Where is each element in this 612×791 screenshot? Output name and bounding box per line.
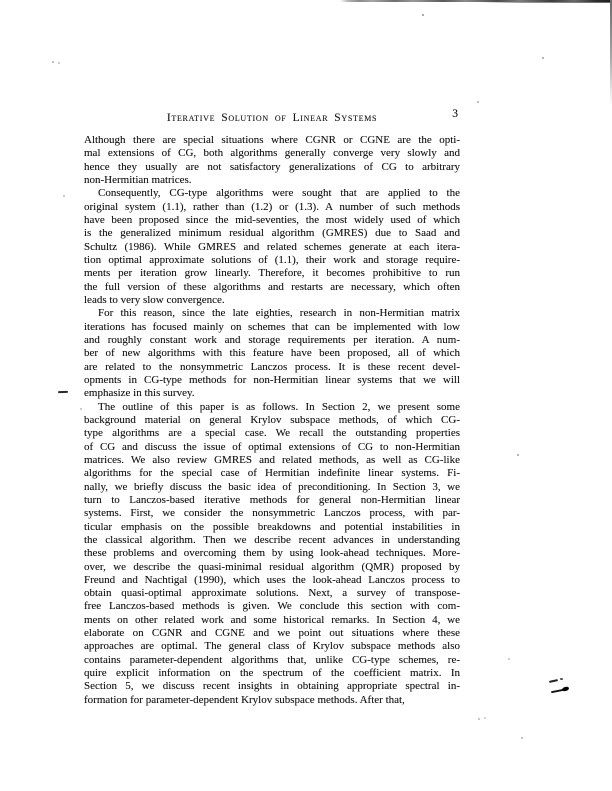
text-line: systems. First, we consider the nonsymmetric Lanczos process, with par- [84, 507, 460, 520]
running-title: Iterative Solution of Linear Systems [166, 112, 378, 124]
pen-mark-upper-stroke [549, 679, 558, 683]
pen-mark-lower-blob [561, 686, 568, 691]
text-line: tion optimal approximate solutions of (1.1), their work and storage require- [84, 253, 460, 266]
text-line: For this reason, since the late eighties, research in non-Hermitian matrix [98, 307, 460, 320]
page-number: 3 [452, 108, 458, 120]
margin-pencil-dash [58, 391, 68, 394]
scan-artifact-top-band [340, 0, 612, 2]
text-line: nally, we briefly discuss the basic idea of preconditioning. In Section 3, we [84, 480, 460, 493]
page-header [84, 108, 460, 123]
text-line: Although there are special situations where CGNR or CGNE are the opti- [84, 134, 460, 146]
text-line: opments in CG-type methods for non-Hermitian linear systems that we will [84, 373, 460, 386]
text-line: Consequently, CG-type algorithms were sought that are applied to the [98, 187, 460, 200]
scan-artifact-top-band-2 [480, 2, 612, 3]
text-block [84, 134, 460, 707]
text-line: quire explicit information on the spectrum of the coefficient matrix. In [84, 667, 460, 680]
text-line: type algorithms are a special case. We recall the outstanding properties [84, 427, 460, 440]
text-line: hence they usually are not satisfactory generalizations of CG to arbitrary [84, 160, 460, 173]
text-line: obtain quasi-optimal approximate solutions. Next, a survey of transpose- [84, 587, 460, 600]
text-line: matrices. We also review GMRES and related methods, as well as CG-like [84, 453, 460, 466]
text-line: have been proposed since the mid-seventies, the most widely used of which [84, 213, 460, 226]
text-line: The outline of this paper is as follows. In Section 2, we present some [98, 400, 460, 413]
text-line: over, we describe the quasi-minimal residual algorithm (QMR) proposed by [84, 560, 460, 573]
text-line: elaborate on CGNR and CGNE and we point out situations where these [84, 627, 460, 640]
text-line: ber of new algorithms with this feature have been proposed, all of which [84, 347, 460, 360]
text-line: Schultz (1986). While GMRES and related schemes generate at each itera- [84, 240, 460, 253]
text-line: approaches are optimal. The general class of Krylov subspace methods also [84, 640, 460, 653]
text-line: algorithms for the special case of Hermitian indefinite linear systems. Fi- [84, 467, 460, 480]
text-line: background material on general Krylov subspace methods, of which CG- [84, 413, 460, 426]
text-line: ticular emphasis on the possible breakdowns and potential instabilities in [84, 520, 460, 533]
pen-mark-lower-stroke [551, 689, 564, 694]
text-line: free Lanczos-based methods is given. We conclude this section with com- [84, 600, 460, 613]
text-line: the classical algorithm. Then we describe recent advances in understanding [84, 533, 460, 546]
text-line: turn to Lanczos-based iterative methods for general non-Hermitian linear [84, 493, 460, 506]
text-line: are related to the nonsymmetric Lanczos process. It is these recent devel- [84, 360, 460, 373]
text-line: ments on other related work and some historical remarks. In Section 4, we [84, 613, 460, 626]
text-line: Freund and Nachtigal (1990), which uses the look-ahead Lanczos process to [84, 573, 460, 586]
text-line: the full version of these algorithms and restarts are necessary, which often [84, 280, 460, 293]
text-line: non-Hermitian matrices. [84, 173, 192, 186]
text-line: original system (1.1), rather than (1.2) or (1.3). A number of such methods [84, 200, 460, 213]
text-line: emphasize in this survey. [84, 387, 195, 400]
margin-speck [80, 408, 82, 410]
text-line: ments per iteration grow linearly. Therefore, it becomes prohibitive to run [84, 267, 460, 280]
text-line: of CG and discuss the issue of optimal extensions of CG to non-Hermitian [84, 440, 460, 453]
text-line: and roughly constant work and storage requirements per iteration. A num- [84, 333, 460, 346]
text-line: iterations has focused mainly on schemes that can be implemented with low [84, 320, 460, 333]
text-line: these problems and overcoming them by using look-ahead techniques. More- [84, 547, 460, 560]
pen-mark-upper-dot [560, 678, 563, 680]
text-line: contains parameter-dependent algorithms that, unlike CG-type schemes, re- [84, 653, 460, 666]
text-line: leads to very slow convergence. [84, 293, 225, 306]
text-line: mal extensions of CG, both algorithms generally converge very slowly and [84, 147, 460, 160]
text-line: Section 5, we discuss recent insights in obtaining appropriate spectral in- [84, 680, 460, 693]
scan-specks [0, 0, 2, 2]
text-line: formation for parameter-dependent Krylov subspace methods. After that, [84, 693, 405, 706]
text-line: is the generalized minimum residual algorithm (GMRES) due to Saad and [84, 227, 460, 240]
